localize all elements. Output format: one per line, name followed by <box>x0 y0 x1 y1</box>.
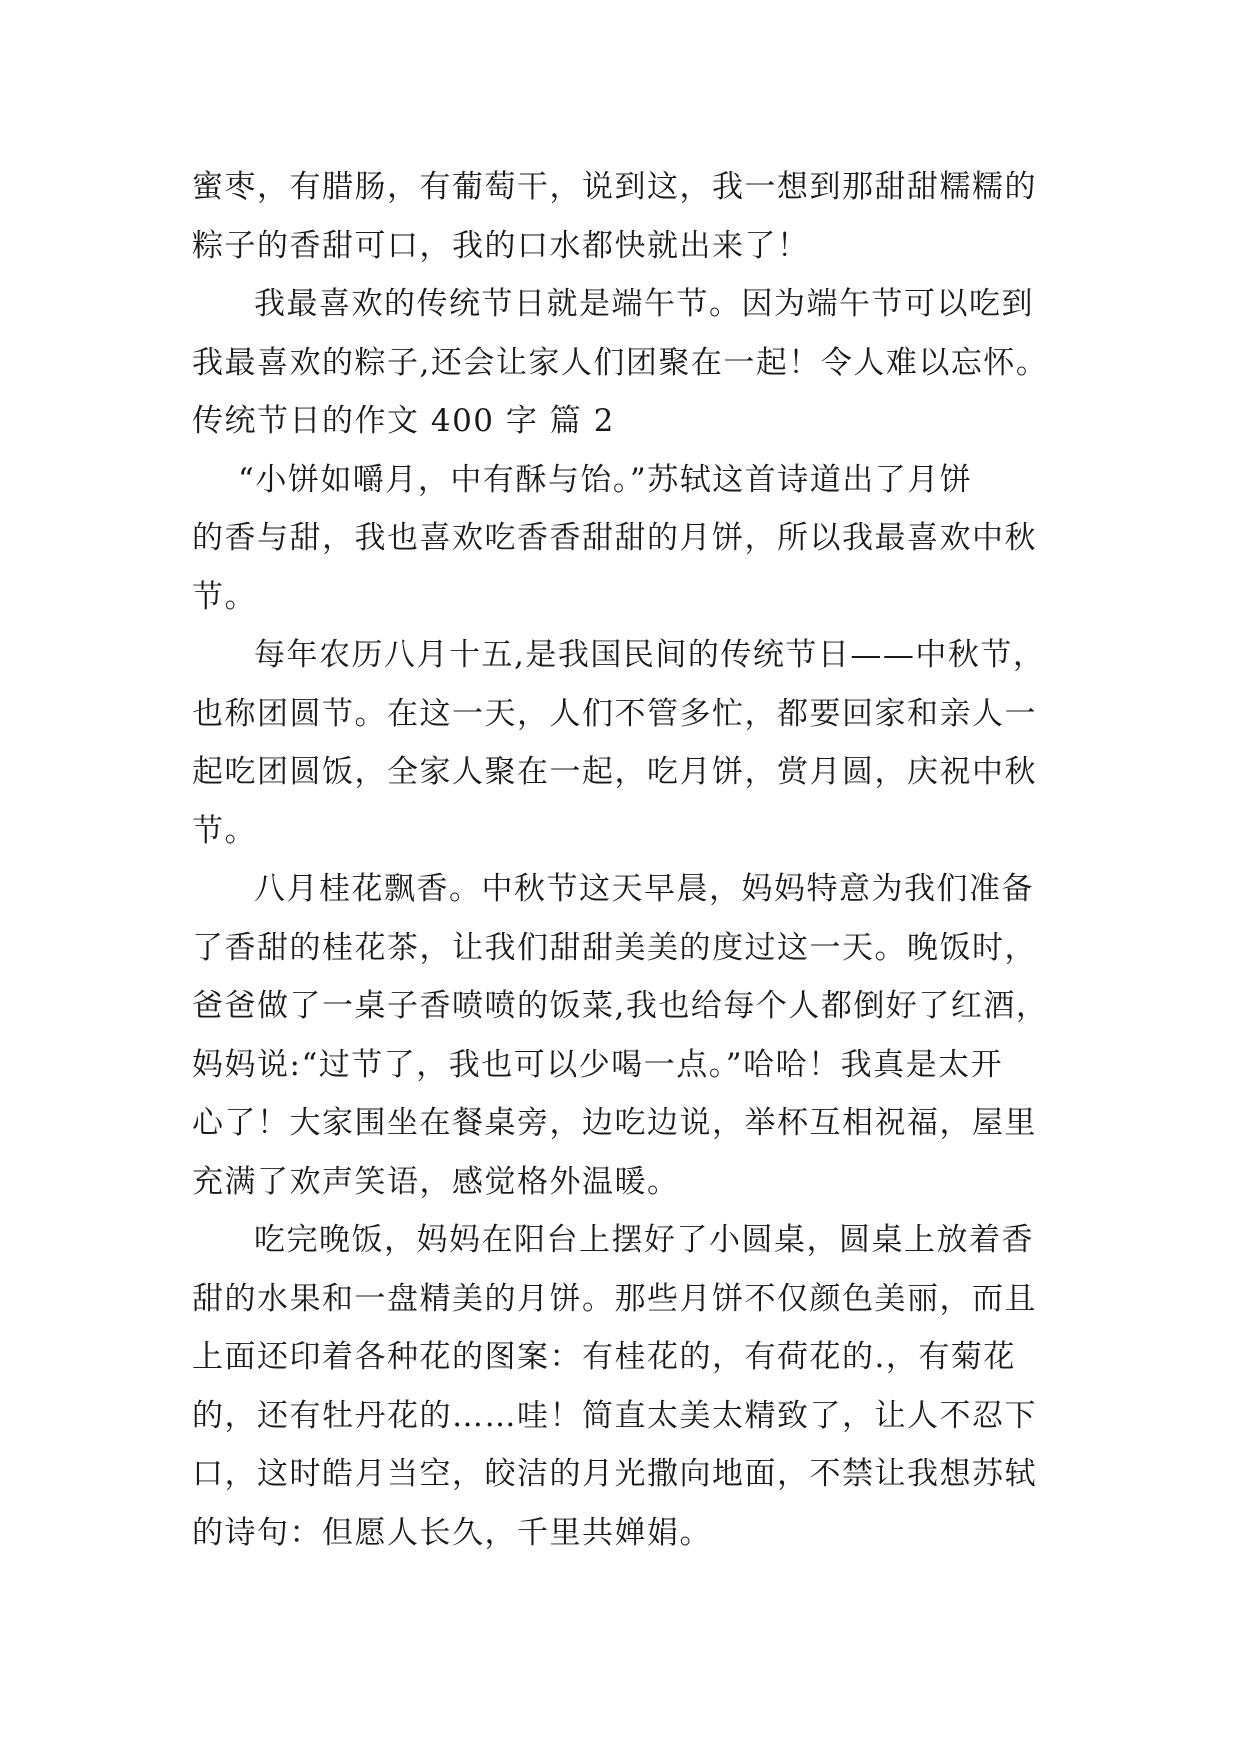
text-line: 心了！大家围坐在餐桌旁，边吃边说，举杯互相祝福，屋里 <box>192 1105 1037 1141</box>
text-line: 爸爸做了一桌子香喷喷的饭菜,我也给每个人都倒好了红酒， <box>192 988 1049 1024</box>
text-line: 也称团圆节。在这一天，人们不管多忙，都要回家和亲人一 <box>192 695 1037 732</box>
text-line: 节。 <box>192 812 257 849</box>
text-line: 蜜枣，有腊肠，有葡萄干，说到这，我一想到那甜甜糯糯的 <box>192 169 1037 205</box>
text-line: 我最喜欢的传统节日就是端午节。因为端午节可以吃到 <box>254 286 1034 322</box>
text-line: 我最喜欢的粽子,还会让家人们团聚在一起！令人难以忘怀。 <box>192 344 1049 381</box>
text-line: 妈妈说:“过节了，我也可以少喝一点。”哈哈！我真是太开 <box>192 1046 1004 1083</box>
text-line: 粽子的香甜可口，我的口水都快就出来了！ <box>192 227 810 264</box>
text-line: 每年农历八月十五,是我国民间的传统节日——中秋节， <box>254 637 1046 673</box>
paragraph-2 <box>192 275 1060 392</box>
text-line: 了香甜的桂花茶，让我们甜甜美美的度过这一天。晚饭时， <box>192 929 1037 966</box>
text-line: 的香与甜，我也喜欢吃香香甜甜的月饼，所以我最喜欢中秋 <box>192 520 1037 556</box>
text-line: 的，还有牡丹花的……哇！简直太美太精致了，让人不忍下 <box>192 1397 1037 1434</box>
paragraph-3 <box>192 451 1060 627</box>
document-body <box>192 158 1060 1562</box>
text-line: 起吃团圆饭，全家人聚在一起，吃月饼，赏月圆，庆祝中秋 <box>192 754 1037 790</box>
paragraph-6 <box>192 1211 1060 1562</box>
text-line: 八月桂花飘香。中秋节这天早晨，妈妈特意为我们准备 <box>254 871 1034 907</box>
heading-text: 传统节日的作文 400 字 篇 2 <box>192 403 615 439</box>
text-line: 节。 <box>192 578 257 615</box>
text-line: 口，这时皓月当空，皎洁的月光撒向地面，不禁让我想苏轼 <box>192 1456 1037 1492</box>
section-heading <box>192 392 1060 451</box>
paragraph-1 <box>192 158 1060 275</box>
text-line: 吃完晚饭，妈妈在阳台上摆好了小圆桌，圆桌上放着香 <box>254 1222 1034 1258</box>
paragraph-4 <box>192 626 1060 860</box>
text-line: “小饼如嚼月，中有酥与饴。”苏轼这首诗道出了月饼 <box>238 461 973 498</box>
paragraph-5 <box>192 860 1060 1211</box>
text-line: 的诗句：但愿人长久，千里共婵娟。 <box>192 1514 712 1551</box>
text-line: 上面还印着各种花的图案：有桂花的，有荷花的.，有菊花 <box>192 1339 1016 1375</box>
text-line: 充满了欢声笑语，感觉格外温暖。 <box>192 1163 680 1200</box>
text-line: 甜的水果和一盘精美的月饼。那些月饼不仅颜色美丽，而且 <box>192 1280 1037 1317</box>
